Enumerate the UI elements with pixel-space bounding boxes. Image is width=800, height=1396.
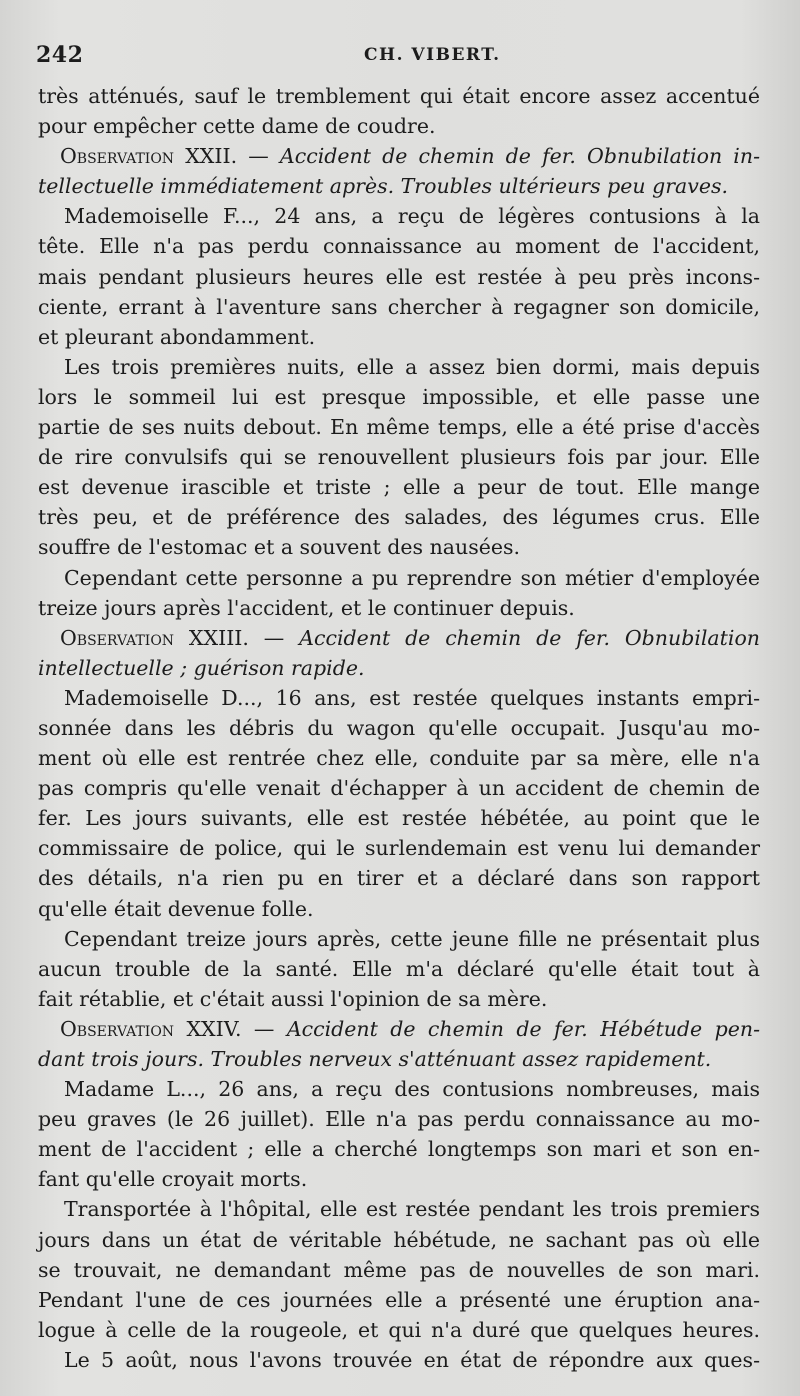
observation-heading bbox=[38, 623, 760, 653]
text-line: est devenue irascible et triste ; elle a peur de tout. Elle mange bbox=[38, 475, 760, 500]
paragraph-end-line: fant qu'elle croyait morts. bbox=[38, 1167, 308, 1192]
observation-label: Observation XXII. — bbox=[60, 144, 280, 169]
observation-heading-continued: tellectuelle immédiatement après. Troubles ultérieurs peu graves. bbox=[38, 174, 729, 199]
paragraph-end-line: et pleurant abondamment. bbox=[38, 324, 316, 349]
paragraph-end-line: treize jours après l'accident, et le continuer depuis. bbox=[38, 595, 575, 620]
text-line: ment de l'accident ; elle a cherché longtemps son mari et son en- bbox=[38, 1137, 760, 1162]
text-line: très peu, et de préférence des salades, des légumes crus. Elle bbox=[38, 505, 760, 530]
text-line: pas compris qu'elle venait d'échapper à un accident de chemin de bbox=[38, 776, 760, 801]
text-line: lors le sommeil lui est presque impossible, et elle passe une bbox=[38, 384, 760, 409]
observation-heading-continued: dant trois jours. Troubles nerveux s'atténuant assez rapidement. bbox=[38, 1047, 712, 1071]
paragraph-first-line: Transportée à l'hôpital, elle est restée pendant les trois premiers bbox=[64, 1197, 760, 1222]
text-line: se trouvait, ne demandant même pas de nouvelles de son mari. bbox=[38, 1257, 760, 1282]
body-text bbox=[38, 81, 760, 1375]
text-line: commissaire de police, qui le surlendemain est venu lui demander bbox=[38, 836, 760, 861]
text-line: logue à celle de la rougeole, et qui n'a duré que quelques heures. bbox=[38, 1317, 760, 1342]
page-header bbox=[36, 42, 756, 72]
text-line: jours dans un état de véritable hébétude, ne sachant pas où elle bbox=[38, 1227, 760, 1252]
text-line: mais pendant plusieurs heures elle est restée à peu près incons- bbox=[38, 264, 760, 289]
text-line: très atténués, sauf le tremblement qui était encore assez accentué bbox=[38, 84, 760, 108]
text-line: ment où elle est rentrée chez elle, conduite par sa mère, elle n'a bbox=[38, 746, 760, 771]
observation-title: Accident de chemin de fer. Obnubilation in- bbox=[279, 144, 760, 169]
observation-label: Observation XXIII. — bbox=[60, 625, 300, 650]
paragraph-end-line: pour empêcher cette dame de coudre. bbox=[38, 114, 436, 139]
text-line: fer. Les jours suivants, elle est restée hébétée, au point que le bbox=[38, 806, 760, 831]
paragraph-first-line: Cependant treize jours après, cette jeune fille ne présentait plus bbox=[64, 926, 760, 951]
text-line: ciente, errant à l'aventure sans chercher à regagner son domicile, bbox=[38, 294, 760, 319]
observation-title: Accident de chemin de fer. Hébétude pen- bbox=[286, 1016, 760, 1041]
page-number: 242 bbox=[36, 42, 84, 68]
text-line: Pendant l'une de ces journées elle a présenté une éruption ana- bbox=[38, 1287, 760, 1312]
running-head: CH. VIBERT. bbox=[364, 45, 501, 65]
paragraph-first-line: Le 5 août, nous l'avons trouvée en état de répondre aux ques- bbox=[64, 1347, 760, 1372]
observation-label: Observation XXIV. — bbox=[60, 1016, 287, 1041]
observation-heading bbox=[38, 141, 760, 171]
observation-title: Accident de chemin de fer. Obnubilation bbox=[299, 625, 760, 650]
observation-heading bbox=[38, 1014, 760, 1044]
paragraph-end-line: souffre de l'estomac et a souvent des nausées. bbox=[38, 535, 521, 560]
text-line: aucun trouble de la santé. Elle m'a déclaré qu'elle était tout à bbox=[38, 956, 760, 981]
paragraph-first-line: Les trois premières nuits, elle a assez bien dormi, mais depuis bbox=[64, 354, 760, 379]
text-line: tête. Elle n'a pas perdu connaissance au moment de l'accident, bbox=[38, 234, 760, 259]
text-line: de rire convulsifs qui se renouvellent plusieurs fois par jour. Elle bbox=[38, 445, 760, 470]
observation-heading-continued: intellectuelle ; guérison rapide. bbox=[38, 655, 365, 680]
paragraph-first-line: Mademoiselle F..., 24 ans, a reçu de légères contusions à la bbox=[64, 204, 760, 229]
text-line: peu graves (le 26 juillet). Elle n'a pas perdu connaissance au mo- bbox=[38, 1107, 760, 1132]
text-line: partie de ses nuits debout. En même temps, elle a été prise d'accès bbox=[38, 415, 760, 440]
paragraph-end-line: fait rétablie, et c'était aussi l'opinion de sa mère. bbox=[38, 986, 548, 1011]
paragraph-first-line: Madame L..., 26 ans, a reçu des contusions nombreuses, mais bbox=[64, 1077, 760, 1102]
paragraph-first-line: Cependant cette personne a pu reprendre son métier d'employée bbox=[64, 565, 760, 590]
paragraph-first-line: Mademoiselle D..., 16 ans, est restée quelques instants empri- bbox=[64, 685, 760, 710]
text-line: des détails, n'a rien pu en tirer et a déclaré dans son rapport bbox=[38, 866, 760, 891]
text-line: sonnée dans les débris du wagon qu'elle occupait. Jusqu'au mo- bbox=[38, 715, 760, 740]
paragraph-end-line: qu'elle était devenue folle. bbox=[38, 896, 314, 921]
